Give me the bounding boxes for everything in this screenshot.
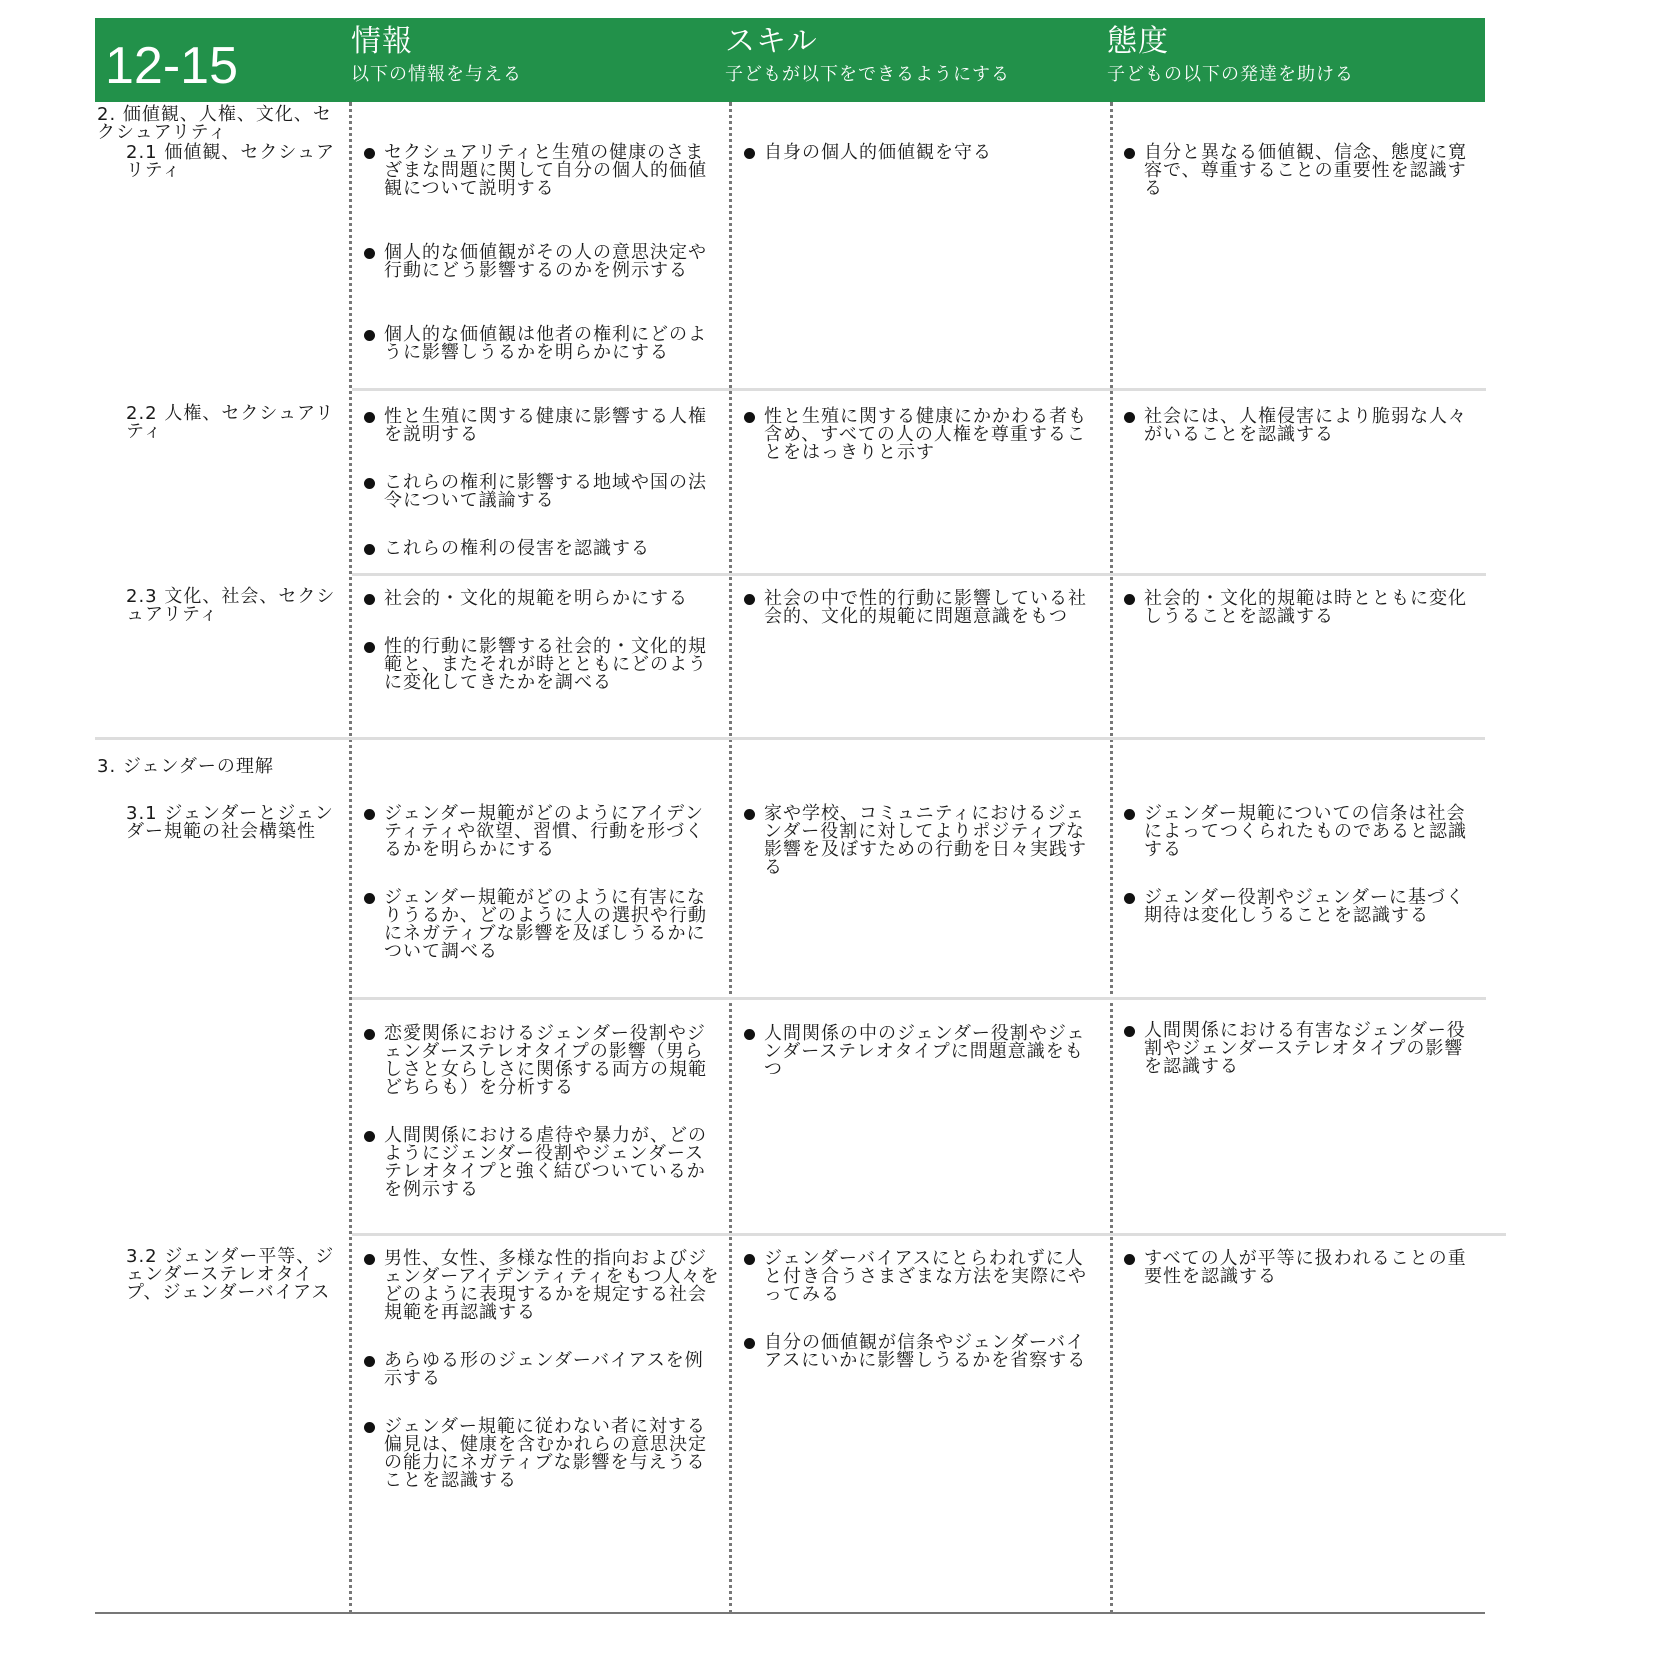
- bullet-text: 自分と異なる価値観、信念、態度に寛容で、尊重することの重要性を認識する: [1144, 142, 1467, 199]
- bullet-text: 性的行動に影響する社会的・文化的規範と、またそれが時とともにどのように変化してきたかを調べる: [384, 636, 707, 693]
- skills-cell: [740, 805, 1102, 877]
- bullet-text: 社会的・文化的規範を明らかにする: [384, 588, 688, 609]
- info-cell: [360, 1025, 722, 1199]
- bullet-icon: [744, 809, 755, 820]
- bullet-icon: [364, 1254, 375, 1265]
- bullet-text: ジェンダー規範がどのようにアイデンティティや欲望、習慣、行動を形づくるかを明らかにする: [384, 803, 705, 860]
- bullet-text: 社会の中で性的行動に影響している社会的、文化的規範に問題意識をもつ: [764, 588, 1087, 627]
- bullet-text: セクシュアリティと生殖の健康のさまざまな問題に関して自分の個人的価値観について説明する: [384, 142, 707, 199]
- row-label: 3.1 ジェンダーとジェンダー規範の社会構築性: [126, 803, 334, 842]
- bullet-text: 社会的・文化的規範は時とともに変化しうることを認識する: [1144, 588, 1467, 627]
- skills-cell: [740, 1025, 1102, 1079]
- bullet-text: 恋愛関係におけるジェンダー役割やジェンダーステレオタイプの影響（男らしさと女らしさに関係する両方の規範どちらも）を分析する: [384, 1023, 707, 1098]
- bullet-item: [360, 1352, 722, 1388]
- bullet-text: 人間関係における虐待や暴力が、どのようにジェンダー役割やジェンダーステレオタイプと強く結びついているかを例示する: [384, 1125, 707, 1200]
- bullet-item: [360, 1250, 722, 1322]
- bullet-icon: [1124, 809, 1135, 820]
- bullet-text: 社会には、人権侵害により脆弱な人々がいることを認識する: [1144, 406, 1467, 445]
- bullet-icon: [364, 330, 375, 341]
- bullet-item: [1120, 889, 1482, 925]
- bullet-item: [1120, 1250, 1482, 1286]
- bullet-text: ジェンダー規範についての信条は社会によってつくられたものであると認識する: [1144, 803, 1467, 860]
- bullet-item: [360, 1025, 722, 1097]
- bullet-text: すべての人が平等に扱われることの重要性を認識する: [1144, 1248, 1467, 1287]
- bullet-text: 個人的な価値観がその人の意思決定や行動にどう影響するのかを例示する: [384, 242, 707, 281]
- information-subtitle: 以下の情報を与える: [351, 64, 522, 85]
- bullet-icon: [364, 478, 375, 489]
- section-heading: 3. ジェンダーの理解: [97, 756, 274, 777]
- bullet-item: [740, 408, 1102, 462]
- bullet-text: これらの権利に影響する地域や国の法令について議論する: [384, 472, 707, 511]
- row-divider: [352, 997, 1486, 1000]
- bullet-icon: [744, 1029, 755, 1040]
- bullet-icon: [364, 412, 375, 423]
- row-divider: [352, 388, 1486, 391]
- attitude-cell: [1120, 805, 1482, 925]
- bullet-icon: [364, 1029, 375, 1040]
- age-group-header: [95, 18, 1485, 102]
- bullet-item: [360, 326, 722, 362]
- skills-cell: [740, 590, 1102, 626]
- info-cell: [360, 408, 722, 558]
- attitude-cell: [1120, 144, 1482, 198]
- skills-cell: [740, 1250, 1102, 1370]
- bullet-item: [740, 805, 1102, 877]
- attitude-subtitle: 子どもの以下の発達を助ける: [1107, 64, 1354, 85]
- bullet-text: 個人的な価値観は他者の権利にどのように影響しうるかを明らかにする: [384, 324, 707, 363]
- bullet-icon: [364, 809, 375, 820]
- bullet-item: [360, 1418, 722, 1490]
- bullet-item: [1120, 805, 1482, 859]
- bullet-icon: [364, 248, 375, 259]
- info-cell: [360, 1250, 722, 1490]
- bullet-text: ジェンダーバイアスにとらわれずに人と付き合うさまざまな方法を実際にやってみる: [764, 1248, 1087, 1305]
- bullet-item: [1120, 590, 1482, 626]
- column-divider: [1110, 102, 1113, 1614]
- bullet-text: 自身の個人的価値観を守る: [764, 142, 992, 163]
- bullet-text: ジェンダー規範がどのように有害になりうるか、どのように人の選択や行動にネガティブな影響を及ぼしうるかについて調べる: [384, 887, 707, 962]
- bullet-icon: [1124, 1026, 1135, 1037]
- attitude-cell: [1120, 408, 1482, 444]
- bullet-item: [1120, 1022, 1482, 1076]
- bullet-item: [740, 1334, 1102, 1370]
- bullet-item: [1120, 144, 1482, 198]
- bullet-icon: [364, 893, 375, 904]
- row-label: 2.3 文化、社会、セクシュアリティ: [126, 586, 336, 625]
- column-divider: [349, 102, 352, 1614]
- bullet-text: 性と生殖に関する健康にかかわる者も含め、すべての人の人権を尊重することをはっきりと示す: [764, 406, 1087, 463]
- bullet-icon: [744, 1338, 755, 1349]
- bullet-text: ジェンダー役割やジェンダーに基づく期待は変化しうることを認識する: [1144, 887, 1465, 926]
- bullet-icon: [364, 642, 375, 653]
- row-divider: [352, 1233, 1506, 1236]
- row-label: 3.2 ジェンダー平等、ジェンダーステレオタイプ、ジェンダーバイアス: [126, 1246, 335, 1303]
- bullet-item: [360, 144, 722, 198]
- bullet-text: 自分の価値観が信条やジェンダーバイアスにいかに影響しうるかを省察する: [764, 1332, 1087, 1371]
- bullet-text: 人間関係の中のジェンダー役割やジェンダーステレオタイプに問題意識をもつ: [764, 1023, 1086, 1080]
- skills-cell: [740, 408, 1102, 462]
- age-range: 12-15: [105, 37, 238, 95]
- bullet-text: 人間関係における有害なジェンダー役割やジェンダーステレオタイプの影響を認識する: [1144, 1020, 1466, 1077]
- row-label: 2.2 人権、セクシュアリティ: [126, 403, 335, 442]
- row-label: 2.1 価値観、セクシュアリティ: [126, 142, 335, 181]
- bullet-icon: [744, 412, 755, 423]
- attitude-cell: [1120, 1022, 1482, 1076]
- bullet-icon: [1124, 148, 1135, 159]
- column-header-skills: [725, 24, 1010, 88]
- bullet-icon: [1124, 893, 1135, 904]
- bullet-text: これらの権利の侵害を認識する: [384, 538, 650, 559]
- bullet-icon: [364, 1422, 375, 1433]
- column-header-information: [351, 24, 522, 88]
- bullet-icon: [744, 594, 755, 605]
- bullet-item: [360, 540, 722, 558]
- bullet-item: [360, 1127, 722, 1199]
- bullet-icon: [1124, 412, 1135, 423]
- information-title: 情報: [351, 24, 413, 59]
- bullet-item: [740, 144, 1102, 162]
- skills-title: スキル: [725, 24, 818, 59]
- bullet-item: [360, 889, 722, 961]
- bullet-icon: [364, 1356, 375, 1367]
- section-heading: 2. 価値観、人権、文化、セクシュアリティ: [97, 104, 332, 143]
- skills-subtitle: 子どもが以下をできるようにする: [725, 64, 1010, 85]
- skills-cell: [740, 144, 1102, 162]
- bullet-icon: [1124, 594, 1135, 605]
- bullet-text: 家や学校、コミュニティにおけるジェンダー役割に対してよりポジティブな影響を及ぼすための行動を日々実践する: [764, 803, 1087, 878]
- bullet-item: [360, 244, 722, 280]
- bullet-item: [360, 474, 722, 510]
- bullet-icon: [364, 544, 375, 555]
- bullet-item: [360, 805, 722, 859]
- bullet-text: ジェンダー規範に従わない者に対する偏見は、健康を含むかれらの意思決定の能力にネガティブな影響を与えうることを認識する: [384, 1416, 707, 1491]
- bullet-text: 性と生殖に関する健康に影響する人権を説明する: [384, 406, 707, 445]
- attitude-cell: [1120, 1250, 1482, 1286]
- bullet-item: [360, 590, 722, 608]
- bullet-icon: [1124, 1254, 1135, 1265]
- column-header-attitude: [1107, 24, 1354, 88]
- bullet-text: 男性、女性、多様な性的指向およびジェンダーアイデンティティをもつ人々をどのように表現するかを規定する社会規範を再認識する: [384, 1248, 720, 1323]
- bullet-item: [740, 590, 1102, 626]
- info-cell: [360, 144, 722, 362]
- bullet-item: [740, 1250, 1102, 1304]
- attitude-title: 態度: [1107, 24, 1169, 59]
- bullet-icon: [364, 594, 375, 605]
- info-cell: [360, 590, 722, 692]
- bullet-icon: [744, 148, 755, 159]
- attitude-cell: [1120, 590, 1482, 626]
- bullet-icon: [744, 1254, 755, 1265]
- row-divider: [352, 573, 1486, 576]
- bullet-item: [1120, 408, 1482, 444]
- bullet-item: [360, 638, 722, 692]
- bullet-item: [360, 408, 722, 444]
- column-divider: [729, 102, 732, 1614]
- info-cell: [360, 805, 722, 961]
- bullet-item: [740, 1025, 1102, 1079]
- section-divider: [95, 737, 1485, 740]
- bullet-icon: [364, 1131, 375, 1142]
- bullet-text: あらゆる形のジェンダーバイアスを例示する: [384, 1350, 704, 1389]
- table-bottom-border: [95, 1612, 1485, 1614]
- bullet-icon: [364, 148, 375, 159]
